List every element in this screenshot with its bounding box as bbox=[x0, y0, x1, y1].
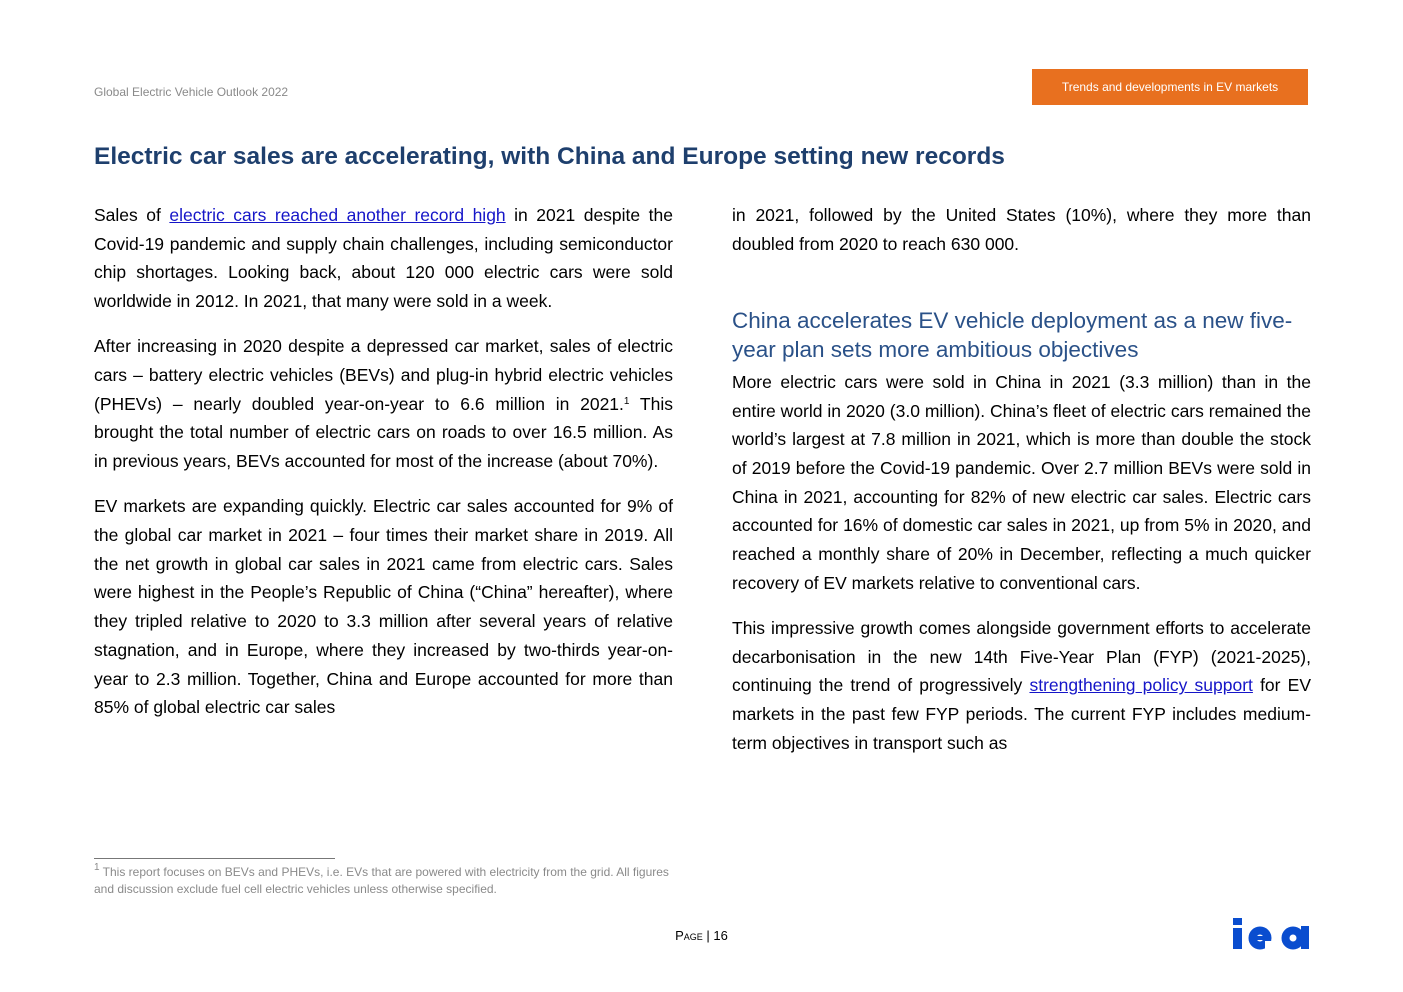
text-span: Sales of bbox=[94, 205, 170, 225]
paragraph: EV markets are expanding quickly. Electric car sales accounted for 9% of the global car market in 2021 – four times their market share in 2019. All the net growth in global car sales in 2021 came from electric cars. Sales were highest in the People’s Republic of China (“China” hereafter), where they tripled relative to 2020 to 3.3 million after several years of relative stagnation, and in Europe, where they increased by two-thirds year-on-year to 2.3 million. Together, China and Europe accounted for more than 85% of global electric car sales bbox=[94, 496, 673, 718]
text-span: After increasing in 2020 despite a depressed car market, sales of electric cars – battery electric vehicles (BEVs) and plug-in hybrid electric vehicles (PHEVs) – nearly doubled year-on-year to 6.6 million in 2021. bbox=[94, 336, 673, 414]
footnote-ref[interactable]: 1 bbox=[623, 395, 630, 407]
paragraph bbox=[94, 201, 673, 316]
section-tab[interactable] bbox=[1032, 69, 1308, 105]
record-sales-link[interactable]: electric cars reached another record high bbox=[169, 205, 506, 225]
right-column bbox=[732, 201, 1311, 774]
page-number bbox=[0, 928, 1403, 943]
text-span: for EV markets in the past few FYP periods. The current FYP includes medium-term objectives in transport such as bbox=[732, 675, 1311, 753]
text-span: This impressive growth comes alongside government efforts to accelerate decarbonisation in the new 14th Five-Year Plan (FYP) (2021-2025), continuing the trend of progressively bbox=[732, 618, 1311, 696]
page-separator: | bbox=[702, 928, 714, 943]
section-subheading: China accelerates EV vehicle deployment as a new five-year plan sets more ambitious objectives bbox=[732, 307, 1293, 362]
page-title: Electric car sales are accelerating, with China and Europe setting new records bbox=[94, 143, 1005, 170]
text-span: in 2021 despite the Covid-19 pandemic and supply chain challenges, including semiconductor chip shortages. Looking back, about 120 000 electric cars were sold worldwide in 2012. In 2021, that many were sold in a week. bbox=[94, 205, 673, 312]
footnote bbox=[94, 864, 684, 898]
paragraph: in 2021, followed by the United States (10%), where they more than doubled from 2020 to reach 630 000. bbox=[732, 205, 1311, 254]
paragraph bbox=[732, 614, 1311, 758]
footnote-text: This report focuses on BEVs and PHEVs, i.e. EVs that are powered with electricity from the grid. All figures and discussion exclude fuel cell electric vehicles unless otherwise specified. bbox=[94, 865, 669, 896]
left-column bbox=[94, 201, 673, 738]
footnote-marker: 1 bbox=[94, 862, 100, 873]
text-span: This brought the total number of electric cars on roads to over 16.5 million. As in previous years, BEVs accounted for most of the increase (about 70%). bbox=[94, 393, 673, 472]
page-label: Page bbox=[675, 928, 703, 943]
section-tab-label: Trends and developments in EV markets bbox=[1061, 80, 1279, 94]
footnote-divider bbox=[94, 858, 335, 859]
page-number-value: 16 bbox=[713, 928, 728, 943]
paragraph: More electric cars were sold in China in 2021 (3.3 million) than in the entire world in 2020 (3.0 million). China’s fleet of electric cars remained the world’s largest at 7.8 million in 2021, which is more than double the stock of 2019 before the Covid-19 pandemic. Over 2.7 million BEVs were sold in China in 2021, accounting for 82% of new electric car sales. Electric cars accounted for 16% of domestic car sales in 2021, up from 5% in 2020, and reached a monthly share of 20% in December, reflecting a much quicker recovery of EV markets relative to conventional cars. bbox=[732, 371, 1311, 593]
iea-logo-icon[interactable] bbox=[1232, 916, 1310, 950]
policy-support-link[interactable]: strengthening policy support bbox=[1029, 675, 1253, 696]
document-title: Global Electric Vehicle Outlook 2022 bbox=[94, 85, 289, 99]
paragraph bbox=[94, 332, 673, 476]
